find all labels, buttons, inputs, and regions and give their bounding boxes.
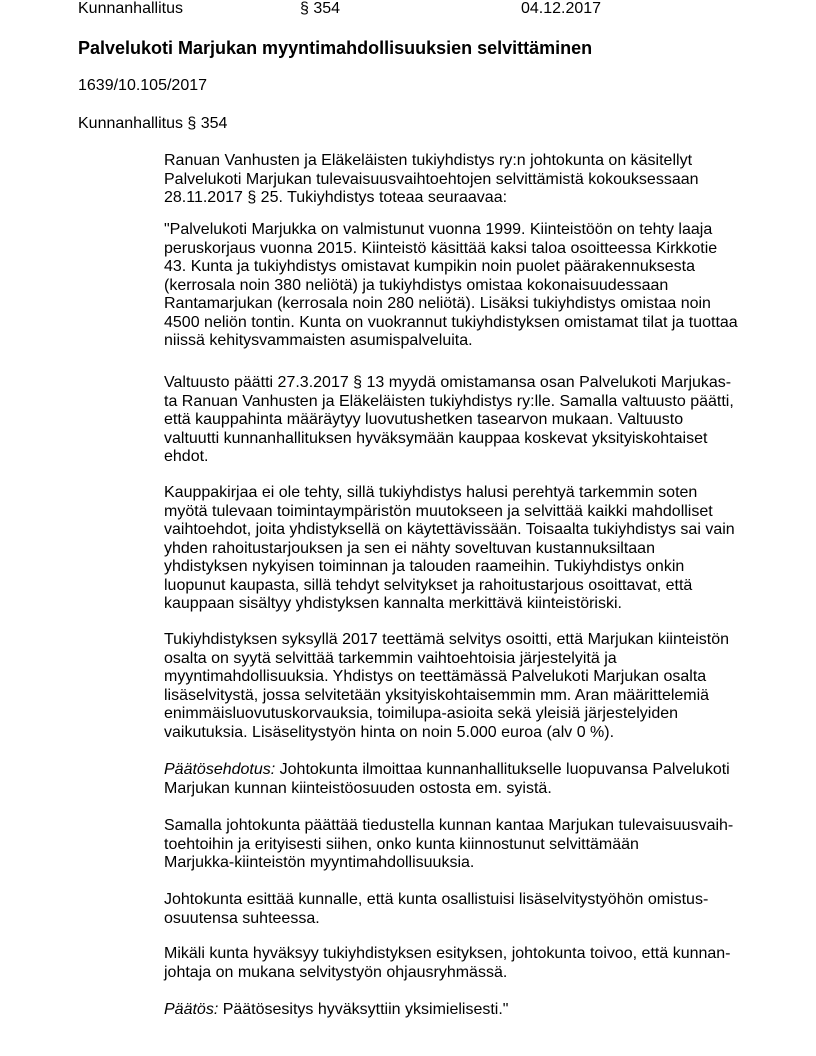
session-reference: Kunnanhallitus § 354 bbox=[78, 115, 228, 132]
case-number: 1639/10.105/2017 bbox=[78, 77, 208, 94]
text-line: myyntimahdollisuuksia. Yhdistys on teettämässä Palvelukoti Marjukan osalta bbox=[164, 668, 707, 685]
text-line: yhden rahoitustarjouksen ja sen ei nähty soveltuvan kustannuksiltaan bbox=[164, 539, 655, 557]
text-line: luopunut kaupasta, sillä tehdyt selvitykset ja rahoitustarjous osoittavat, että bbox=[164, 576, 693, 594]
text-line: osalta on syytä selvittää tarkemmin vaihtoehtoisia järjestelyitä ja bbox=[164, 649, 617, 667]
text-line: Marjukka-kiinteistön myyntimahdollisuuksia. bbox=[164, 854, 475, 871]
paragraph-inquiry bbox=[164, 817, 733, 873]
header-paragraph: § 354 bbox=[300, 0, 341, 17]
paragraph-deed bbox=[164, 484, 735, 614]
text-line: ehdot. bbox=[164, 448, 209, 465]
text-line: Valtuusto päätti 27.3.2017 § 13 myydä omistamansa osan Palvelukoti Marjukas- bbox=[164, 374, 732, 391]
text-line: osuutensa suhteessa. bbox=[164, 909, 320, 927]
text-line: niissä kehitysvammaisten asumispalveluita. bbox=[164, 332, 473, 349]
text-line: vaihtoehdot, joita yhdistyksellä on käytettävissään. Toisaalta tukiyhdistys sai vain bbox=[164, 521, 735, 538]
text-line: Marjukan kunnan kiinteistöosuuden ostosta em. syistä. bbox=[164, 779, 552, 797]
text-line: peruskorjaus vuonna 2015. Kiinteistö käsittää kaksi taloa osoitteessa Kirkkotie bbox=[164, 239, 718, 257]
text-line: 28.11.2017 § 25. Tukiyhdistys toteaa seuraavaa: bbox=[164, 189, 508, 206]
text-line: "Palvelukoti Marjukka on valmistunut vuonna 1999. Kiinteistöön on tehty laaja bbox=[164, 221, 713, 238]
paragraph-background bbox=[164, 221, 738, 351]
text-line: Tukiyhdistyksen syksyllä 2017 teettämä selvitys osoitti, että Marjukan kiinteistön bbox=[164, 631, 729, 648]
text-line: valtuutti kunnanhallituksen hyväksymään kauppaa koskevat yksityiskohtaiset bbox=[164, 429, 708, 447]
text-line: kauppaan sisältyy yhdistyksen kannalta merkittävä kiinteistöriski. bbox=[164, 595, 622, 612]
text-line: 43. Kunta ja tukiyhdistys omistavat kumpikin noin puolet päärakennuksesta bbox=[164, 258, 695, 275]
text-line: myötä tulevaan toimintaympäristön muutokseen ja selvittää kaikki mahdolliset bbox=[164, 502, 713, 520]
text-line bbox=[164, 761, 730, 780]
text-line: että kauppahinta määräytyy luovutushetken tasearvon mukaan. Valtuusto bbox=[164, 411, 684, 428]
text-line: Samalla johtokunta päättää tiedustella kunnan kantaa Marjukan tulevaisuusvaih- bbox=[164, 817, 734, 834]
text-line: Johtokunta esittää kunnalle, että kunta osallistuisi lisäselvitystyöhön omistus- bbox=[164, 891, 709, 908]
paragraph-decision bbox=[164, 1001, 508, 1020]
text-line: ta Ranuan Vanhusten ja Eläkeläisten tukiyhdistys ry:lle. Samalla valtuusto päätti, bbox=[164, 392, 734, 410]
text-line: enimmäisluovutuskorvauksia, toimilupa-asioita sekä yleisiä järjestelyiden bbox=[164, 705, 679, 722]
page-title: Palvelukoti Marjukan myyntimahdollisuuksien selvittäminen bbox=[78, 38, 593, 58]
text-line: johtaja on mukana selvitystyön ohjausryhmässä. bbox=[164, 963, 508, 981]
text-line: vaikutuksia. Lisäselitystyön hinta on noin 5.000 euroa (alv 0 %). bbox=[164, 723, 615, 741]
text-line bbox=[164, 1001, 508, 1020]
text-line: Kauppakirjaa ei ole tehty, sillä tukiyhdistys halusi perehtyä tarkemmin soten bbox=[164, 484, 698, 501]
header-date: 04.12.2017 bbox=[521, 0, 602, 17]
text-line: 4500 neliön tontin. Kunta on vuokrannut tukiyhdistyksen omistamat tilat ja tuottaa bbox=[164, 313, 738, 331]
paragraph-intro bbox=[164, 152, 699, 208]
paragraph-participation bbox=[164, 891, 708, 928]
proposal-label: Päätösehdotus: bbox=[164, 761, 276, 778]
decision-label: Päätös: bbox=[164, 1001, 219, 1018]
text-line: Rantamarjukan (kerrosala noin 280 neliötä). Lisäksi tukiyhdistys omistaa noin bbox=[164, 295, 711, 312]
document-header bbox=[0, 0, 816, 20]
header-organ: Kunnanhallitus bbox=[78, 0, 183, 17]
text-line: lisäselvitystä, jossa selvitetään yksityiskohtaisemmin mm. Aran määrittelemiä bbox=[164, 686, 710, 704]
paragraph-steering-group bbox=[164, 945, 731, 982]
text-line: toehtoihin ja erityisesti siihen, onko kunta kiinnostunut selvittämään bbox=[164, 835, 639, 853]
text-line: (kerrosala noin 380 neliötä) ja tukiyhdistys omistaa kokonaisuudessaan bbox=[164, 276, 669, 294]
paragraph-survey bbox=[164, 631, 729, 742]
paragraph-council-decision bbox=[164, 374, 734, 467]
text-line: Mikäli kunta hyväksyy tukiyhdistyksen esityksen, johtokunta toivoo, että kunnan- bbox=[164, 945, 731, 962]
text-line: Palvelukoti Marjukan tulevaisuusvaihtoehtojen selvittämistä kokouksessaan bbox=[164, 170, 699, 188]
decision-text: Päätösesitys hyväksyttiin yksimielisesti." bbox=[218, 1001, 509, 1018]
proposal-text: Johtokunta ilmoittaa kunnanhallitukselle luopuvansa Palvelukoti bbox=[275, 761, 730, 778]
text-line: yhdistyksen nykyisen toiminnan ja talouden raameihin. Tukiyhdistys onkin bbox=[164, 558, 685, 575]
paragraph-proposal bbox=[164, 761, 730, 798]
text-line: Ranuan Vanhusten ja Eläkeläisten tukiyhdistys ry:n johtokunta on käsitellyt bbox=[164, 152, 693, 169]
